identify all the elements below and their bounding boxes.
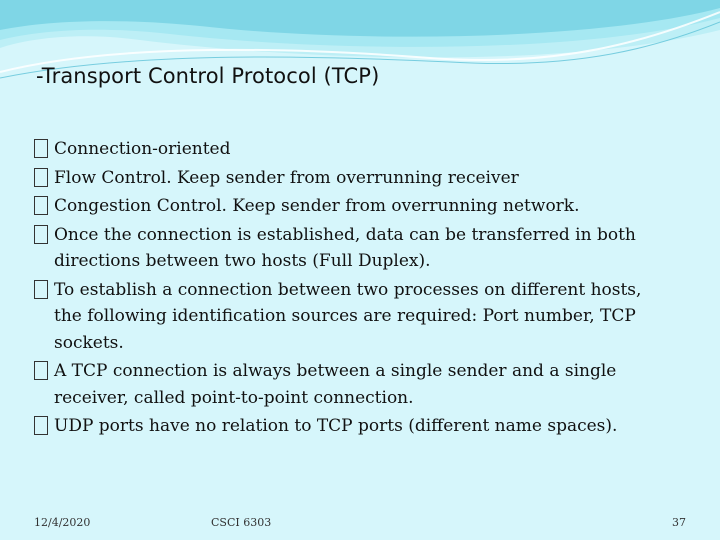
missing-glyph-box-icon [34,416,48,435]
list-item [34,193,674,220]
list-item [34,136,674,163]
missing-glyph-box-icon [34,280,48,299]
missing-glyph-box-icon [34,225,48,244]
bullet-text: To establish a connection between two processes on different hosts, the following identification sources are required: Port number, TCP sockets. [54,279,642,353]
missing-glyph-box-icon [34,361,48,380]
footer-date: 12/4/2020 [34,516,91,529]
missing-glyph-box-icon [34,196,48,215]
footer-course: CSCI 6303 [211,516,272,529]
list-item [34,165,674,192]
list-item [34,222,674,275]
slide-title: -Transport Control Protocol (TCP) [36,64,380,88]
bullet-text: Flow Control. Keep sender from overrunning receiver [54,167,519,188]
list-item [34,277,674,357]
bullet-list [34,136,674,442]
list-item [34,413,674,440]
footer-page-number: 37 [672,516,686,529]
bullet-text: A TCP connection is always between a single sender and a single receiver, called point-to-point connection. [54,361,617,408]
bullet-text: Connection-oriented [54,139,231,159]
bullet-text: UDP ports have no relation to TCP ports (different name spaces). [54,416,618,436]
missing-glyph-box-icon [34,168,48,187]
missing-glyph-box-icon [34,139,48,158]
bullet-text: Congestion Control. Keep sender from overrunning network. [54,196,580,216]
bullet-text: Once the connection is established, data can be transferred in both directions between two hosts (Full Duplex). [54,224,636,271]
list-item [34,358,674,411]
